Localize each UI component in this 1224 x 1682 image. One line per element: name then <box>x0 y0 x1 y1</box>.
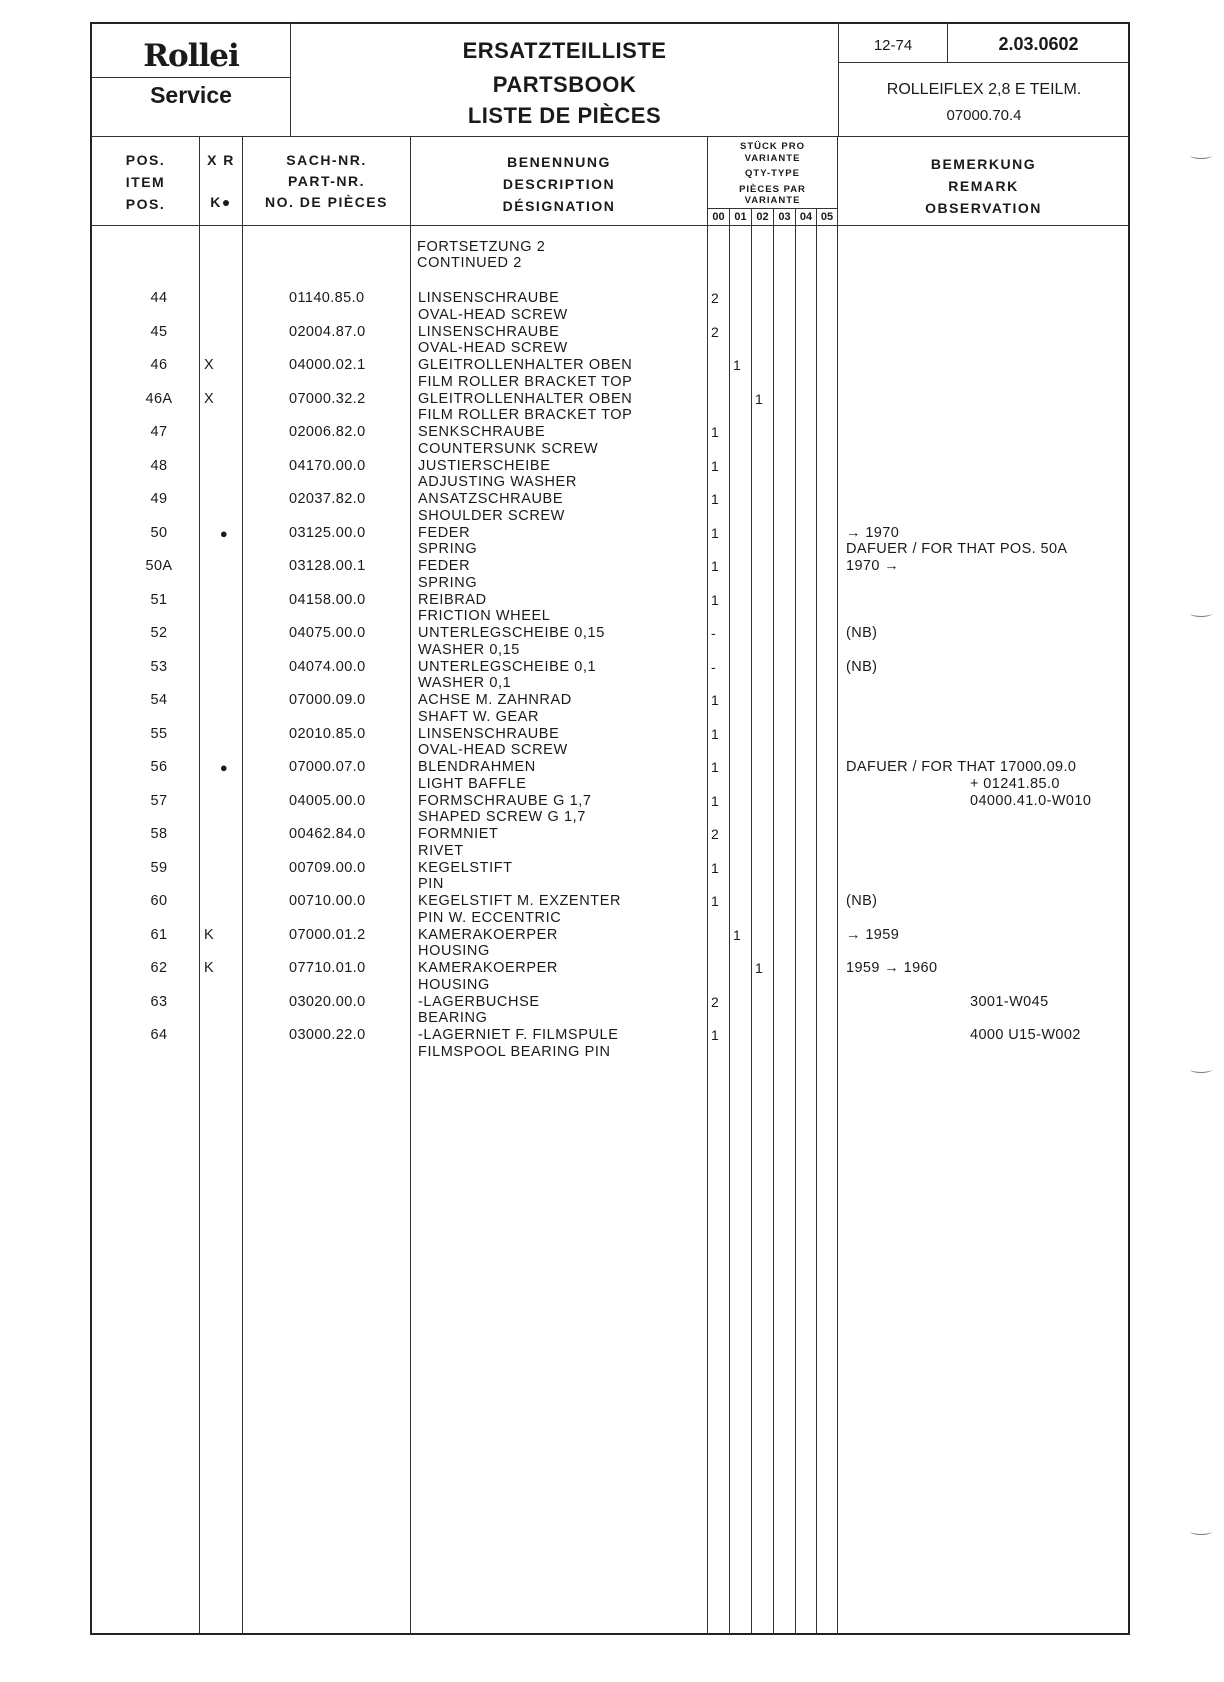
name-english: LIGHT BAFFLE <box>418 775 527 792</box>
header-part-3: NO. DE PIÈCES <box>265 194 388 210</box>
quantity: 1 <box>711 491 719 507</box>
header-xr: X R <box>207 152 235 168</box>
part-number: 04170.00.0 <box>289 457 366 474</box>
variant-label-00: 00 <box>712 211 725 223</box>
pos-number: 62 <box>150 960 168 976</box>
quantity: 1 <box>711 792 719 809</box>
quantity: 1 <box>711 591 719 608</box>
col-line-name <box>707 136 708 1633</box>
pos-number: 46A <box>145 390 173 407</box>
variant-label-04: 04 <box>799 211 813 223</box>
quantity: 1 <box>711 893 719 909</box>
quantity: 1 <box>755 390 763 407</box>
name-english: FRICTION WHEEL <box>418 608 551 624</box>
part-number: 04075.00.0 <box>289 625 366 641</box>
remark: (NB) <box>846 658 878 675</box>
remark: 1959 → 1960 <box>846 960 938 976</box>
name-english: HOUSING <box>418 943 490 959</box>
name-english: SHAPED SCREW G 1,7 <box>418 809 586 825</box>
name-german: FORMNIET <box>418 826 499 842</box>
quantity: 1 <box>711 859 719 876</box>
quantity: 1 <box>711 424 719 440</box>
remark: → 1970 <box>846 524 900 541</box>
name-english: ADJUSTING WASHER <box>418 474 577 490</box>
name-german: ACHSE M. ZAHNRAD <box>418 692 572 708</box>
pos-number: 48 <box>150 457 168 474</box>
header-pos-1: POS. <box>125 152 166 168</box>
pos-number: 52 <box>150 625 168 641</box>
remark-detail: DAFUER / FOR THAT POS. 50A <box>846 541 1068 557</box>
name-german: REIBRAD <box>418 591 487 608</box>
continuation-de: FORTSETZUNG 2 <box>417 239 546 255</box>
margin-mark <box>1190 1066 1212 1073</box>
part-number: 00709.00.0 <box>289 859 366 876</box>
part-number: 07710.01.0 <box>289 960 366 976</box>
header-name-2: DESCRIPTION <box>502 176 616 192</box>
part-number: 04005.00.0 <box>289 792 366 809</box>
quantity: 1 <box>733 926 741 943</box>
name-english: WASHER 0,15 <box>418 641 520 658</box>
model-number: 07000.70.4 <box>946 107 1022 124</box>
remark: 1970 → <box>846 558 900 574</box>
part-number: 01140.85.0 <box>289 290 365 306</box>
part-number: 07000.01.2 <box>289 926 366 943</box>
logo-divider <box>91 77 290 78</box>
header-remark-2: REMARK <box>948 178 1019 194</box>
name-english: OVAL-HEAD SCREW <box>418 340 568 356</box>
part-number: 02004.87.0 <box>289 323 366 340</box>
quantity: - <box>711 625 716 641</box>
quantity: 1 <box>711 692 719 708</box>
xr-marker: ● <box>219 760 229 775</box>
name-german: UNTERLEGSCHEIBE 0,1 <box>418 658 597 675</box>
quantity: 1 <box>711 725 719 742</box>
quantity: 1 <box>711 457 719 474</box>
variant-label-03: 03 <box>778 211 791 223</box>
variant-label-02: 02 <box>756 211 769 223</box>
name-english: PIN W. ECCENTRIC <box>418 909 562 926</box>
col-line-v00 <box>729 208 730 1633</box>
quantity: 2 <box>711 323 719 340</box>
remark: → 1959 <box>846 926 900 943</box>
part-number: 07000.09.0 <box>289 692 366 708</box>
name-german: -LAGERNIET F. FILMSPULE <box>418 1027 619 1043</box>
name-english: FILMSPOOL BEARING PIN <box>418 1043 611 1060</box>
part-number: 02006.82.0 <box>289 424 366 440</box>
name-german: FORMSCHRAUBE G 1,7 <box>418 792 592 809</box>
name-german: LINSENSCHRAUBE <box>418 323 560 340</box>
part-number: 02037.82.0 <box>289 491 366 507</box>
remark: DAFUER / FOR THAT 17000.09.0 <box>846 759 1077 775</box>
pos-number: 54 <box>150 692 168 708</box>
remark-detail: 3001-W045 <box>970 993 1049 1010</box>
quantity: 1 <box>755 960 763 976</box>
margin-mark <box>1190 610 1212 617</box>
variant-divider <box>707 208 837 209</box>
name-german: ANSATZSCHRAUBE <box>418 491 564 507</box>
margin-mark <box>1190 1528 1212 1535</box>
header-name-1: BENENNUNG <box>507 154 611 170</box>
xr-marker: X <box>204 357 215 373</box>
name-english: BEARING <box>418 1010 488 1026</box>
header-remark-3: OBSERVATION <box>925 200 1042 216</box>
name-german: LINSENSCHRAUBE <box>418 725 560 742</box>
document-number: 2.03.0602 <box>998 34 1079 54</box>
quantity: 1 <box>711 524 719 541</box>
part-number: 03000.22.0 <box>289 1027 366 1043</box>
date-code: 12-74 <box>873 37 913 54</box>
pos-number: 60 <box>150 893 168 909</box>
rollei-logo: Rollei <box>143 38 239 74</box>
part-number: 04000.02.1 <box>289 357 366 373</box>
col-line-v04 <box>816 208 817 1633</box>
part-number: 04158.00.0 <box>289 591 366 608</box>
quantity: 1 <box>711 1027 719 1043</box>
header-pos-3: POS. <box>125 196 166 212</box>
header-qty-3: QTY-TYPE <box>745 168 800 179</box>
name-german: UNTERLEGSCHEIBE 0,15 <box>418 625 605 641</box>
quantity: 1 <box>733 357 741 373</box>
header-qty-5: VARIANTE <box>744 195 801 206</box>
col-line-xr <box>242 136 243 1633</box>
quantity: - <box>711 658 716 675</box>
name-english: OVAL-HEAD SCREW <box>418 306 568 323</box>
col-line-v02 <box>773 208 774 1633</box>
name-english: SHOULDER SCREW <box>418 507 565 524</box>
header-qty-1: STÜCK PRO <box>740 141 805 152</box>
name-german: GLEITROLLENHALTER OBEN <box>418 357 633 373</box>
title-german: ERSATZTEILLISTE <box>462 38 667 63</box>
xr-marker: X <box>204 390 215 407</box>
model-name: ROLLEIFLEX 2,8 E TEILM. <box>886 81 1082 98</box>
variant-label-01: 01 <box>734 211 747 223</box>
pos-number: 63 <box>150 993 168 1010</box>
name-german: KAMERAKOERPER <box>418 926 558 943</box>
name-english: FILM ROLLER BRACKET TOP <box>418 407 633 423</box>
part-number: 07000.07.0 <box>289 759 366 775</box>
name-english: COUNTERSUNK SCREW <box>418 440 599 457</box>
date-divider <box>838 62 1129 63</box>
pos-number: 46 <box>150 357 168 373</box>
part-number: 07000.32.2 <box>289 390 366 407</box>
remark: (NB) <box>846 625 878 641</box>
header-divider <box>91 136 1129 137</box>
name-german: KEGELSTIFT <box>418 859 513 876</box>
name-german: SENKSCHRAUBE <box>418 424 546 440</box>
pos-number: 56 <box>150 759 168 775</box>
part-number: 00462.84.0 <box>289 826 366 842</box>
name-german: GLEITROLLENHALTER OBEN <box>418 390 633 407</box>
part-number: 03020.00.0 <box>289 993 366 1010</box>
name-english: RIVET <box>418 842 464 859</box>
pos-number: 51 <box>150 591 168 608</box>
pos-number: 50 <box>150 524 168 541</box>
name-english: OVAL-HEAD SCREW <box>418 742 568 758</box>
continuation-en: CONTINUED 2 <box>417 255 522 271</box>
name-english: SPRING <box>418 541 478 557</box>
xr-marker: K <box>204 926 215 943</box>
header-qty-4: PIÈCES PAR <box>739 184 806 195</box>
name-english: FILM ROLLER BRACKET TOP <box>418 373 633 390</box>
remark-detail: + 01241.85.0 <box>970 775 1060 792</box>
remark-detail: 4000 U15-W002 <box>970 1027 1081 1043</box>
title-english: PARTSBOOK <box>492 72 637 97</box>
quantity: 2 <box>711 993 719 1010</box>
pos-number: 47 <box>150 424 168 440</box>
margin-mark <box>1190 152 1212 159</box>
title-french: LISTE DE PIÈCES <box>467 103 662 128</box>
pos-number: 58 <box>150 826 168 842</box>
header-pos-2: ITEM <box>125 174 166 190</box>
pos-number: 55 <box>150 725 168 742</box>
header-remark-1: BEMERKUNG <box>930 156 1037 172</box>
name-english: SHAFT W. GEAR <box>418 708 540 725</box>
name-german: FEDER <box>418 524 471 541</box>
col-line-part <box>410 136 411 1633</box>
quantity: 1 <box>711 759 719 775</box>
name-german: BLENDRAHMEN <box>418 759 536 775</box>
name-german: KAMERAKOERPER <box>418 960 558 976</box>
pos-number: 53 <box>150 658 168 675</box>
parts-list-frame <box>90 22 1130 1635</box>
header-k-dot: K● <box>210 194 232 210</box>
name-german: JUSTIERSCHEIBE <box>418 457 551 474</box>
header-part-1: SACH-NR. <box>286 152 367 168</box>
col-line-v01 <box>751 208 752 1633</box>
col-line-qty <box>837 136 838 1633</box>
pos-number: 59 <box>150 859 168 876</box>
name-english: SPRING <box>418 574 478 591</box>
pos-number: 50A <box>145 558 173 574</box>
service-label: Service <box>150 82 232 108</box>
name-english: WASHER 0,1 <box>418 675 512 691</box>
remark: (NB) <box>846 893 878 909</box>
name-german: KEGELSTIFT M. EXZENTER <box>418 893 622 909</box>
xr-marker: K <box>204 960 215 976</box>
name-german: -LAGERBUCHSE <box>418 993 540 1010</box>
variant-label-05: 05 <box>820 211 834 223</box>
header-qty-2: VARIANTE <box>744 153 801 164</box>
pos-number: 44 <box>150 290 168 306</box>
part-number: 00710.00.0 <box>289 893 366 909</box>
part-number: 04074.00.0 <box>289 658 366 675</box>
pos-number: 64 <box>150 1027 168 1043</box>
part-number: 03125.00.0 <box>289 524 366 541</box>
pos-number: 45 <box>150 323 168 340</box>
remark-detail: 04000.41.0-W010 <box>970 792 1092 809</box>
pos-number: 57 <box>150 792 168 809</box>
pos-number: 49 <box>150 491 168 507</box>
col-line-pos <box>199 136 200 1633</box>
header-name-3: DÉSIGNATION <box>502 198 616 214</box>
name-english: HOUSING <box>418 976 490 993</box>
col-line-v03 <box>795 208 796 1633</box>
part-number: 03128.00.1 <box>289 558 366 574</box>
part-number: 02010.85.0 <box>289 725 366 742</box>
pos-number: 61 <box>150 926 168 943</box>
quantity: 2 <box>711 826 719 842</box>
name-english: PIN <box>418 876 444 892</box>
header-part-2: PART-NR. <box>287 173 366 189</box>
quantity: 2 <box>711 290 719 306</box>
column-header-divider <box>91 225 1129 226</box>
quantity: 1 <box>711 558 719 574</box>
name-german: LINSENSCHRAUBE <box>418 290 560 306</box>
xr-marker: ● <box>219 525 229 541</box>
name-german: FEDER <box>418 558 471 574</box>
